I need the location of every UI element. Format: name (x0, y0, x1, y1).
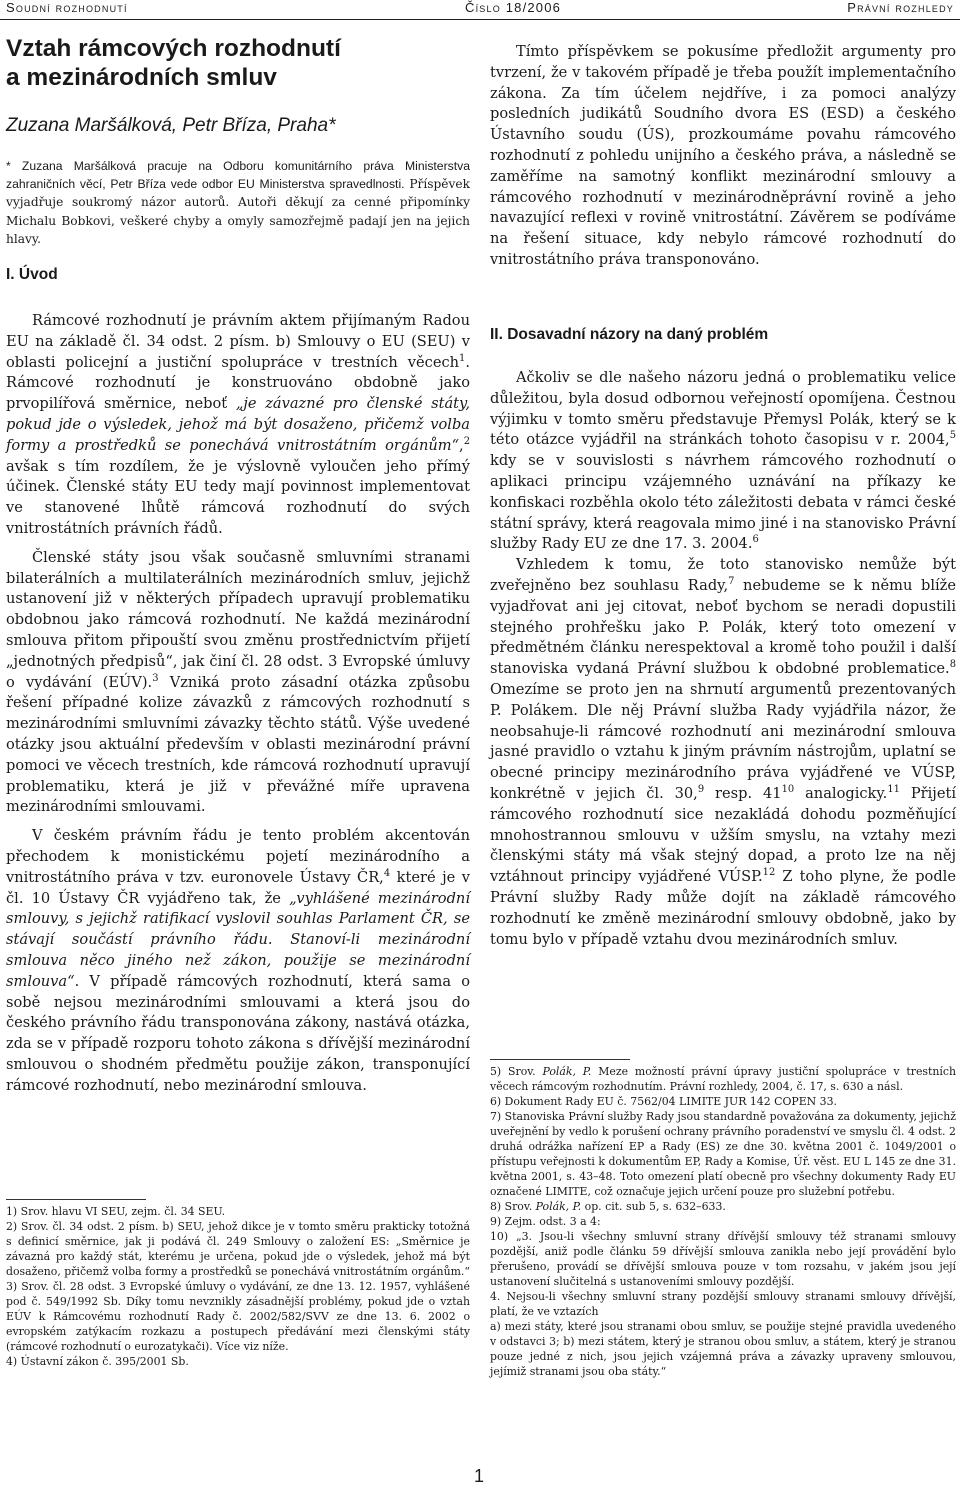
footnote: 9) Zejm. odst. 3 a 4: (490, 1215, 601, 1228)
section-heading-existing-views: II. Dosavadní názory na daný problém (490, 326, 769, 343)
quotation: „je závazné pro členské státy, pokud jde o výsledek, jehož má být dosaženo, přičemž volba formy a prostředků se ponechává vnitrostátním orgánům“ (6, 395, 470, 454)
header-section: Soudní rozhodnutí (6, 0, 128, 15)
article-title (6, 34, 476, 92)
paragraph: Ačkoliv se dle našeho názoru jedná o problematiku velice důležitou, byla dosud odbornou veřejností opomíjena. Čestnou výjimku v tomto směru představuje Přemysl Polák, který se k této otázce vyjádřil na stránkách tohoto časopisu v r. 2004,$^5$ kdy se v souvislosti s návrhem rámcového rozhodnutí o aplikaci principu vzájemného uznávání na příkazy ke konfiskaci rozběhla okolo této záležitosti debata v rámci české státní správy, která reagovala mimo jiné i na stanovisko Právní služby Rady EU ze dne 17. 3. 2004.$^6$ (490, 369, 956, 553)
affiliation-text: * Zuzana Maršálková pracuje na Odboru komunitárního práva Ministerstva zahraničních věcí, Petr Bříza vede odbor EU Ministerstva spravedlnosti. (6, 159, 470, 192)
footnote: 1) Srov. hlavu VI SEU, zejm. čl. 34 SEU. (6, 1205, 226, 1218)
header-rule (0, 19, 960, 20)
paragraph: Tímto příspěvkem se pokusíme předložit argumenty pro tvrzení, že v takovém případě je třeba použít implementačního zákona. Za tím účelem nejdříve, i za pomoci analýzy posledních judikátů Soudního dvora ES (ESD) a českého Ústavního soudu (ÚS), prozkoumáme povahu rámcového rozhodnutí z pohledu unijního a českého práva, a následně se zaměříme na samotný konflikt mezinárodní smlouvy a rámcového rozhodnutí v mezinárodněprávní rovině a jeho navazující reflexi v rovině vnitrostátní. Závěrem se podíváme na řešení situace, kdy nebylo rámcové rozhodnutí do vnitrostátního práva transponováno. (490, 43, 956, 268)
title-line-2: a mezinárodních smluv (6, 64, 277, 91)
quotation: „vyhlášené mezinárodní smlouvy, s jejichž ratifikací vyslovil souhlas Parlament ČR, se stávají součástí právního řádu. Stanoví-li mezinárodní smlouva něco jiného než zákon, použije se mezinárodní smlouva“ (6, 889, 470, 990)
footnote-rule (490, 1059, 630, 1060)
footnote-ref: 4 (383, 867, 391, 879)
footnote-ref: 8 (949, 659, 956, 671)
footnote: 6) Dokument Rady EU č. 7562/04 LIMITE JUR 142 COPEN 33. (490, 1095, 837, 1108)
footnote: 4) Ústavní zákon č. 395/2001 Sb. (6, 1355, 189, 1368)
footnote: 7) Stanoviska Právní služby Rady jsou standardně považována za dokumenty, jejichž uveřejnění by vedlo k porušení ochrany právního poradenství ve smyslu čl. 4 odst. 2 druhá odrážka nařízení EP a Rady (ES) ze dne 30. května 2001 č. 1049/2001 o přístupu veřejnosti k dokumentům EP, Rady a Komise, Úř. věst. EU L 145 ze dne 31. května 2001, s. 43–48. Toto omezení platí obecně pro všechny dokumenty Rady EU označené LIMITE, což označuje jejich určení pouze pro služební potřebu. (490, 1110, 956, 1198)
acknowledgement-text: Příspěvek vyjadřuje soukromý názor autorů. Autoři děkují za cenné připomínky Michalu Bobkovi, veškeré chyby a omyly samozřejmě padají jen na jejich hlavy. (6, 177, 470, 246)
footnote-ref: 12 (762, 867, 776, 879)
footnote-ref: 5 (949, 430, 956, 442)
footnote-ref: 10 (781, 784, 795, 796)
running-header (0, 0, 960, 18)
footnote-ref: 6 (752, 534, 759, 546)
footnote-ref: 7 (728, 576, 735, 588)
footnote-ref: 1 (459, 352, 466, 364)
footnote: 2) Srov. čl. 34 odst. 2 písm. b) SEU, jehož dikce je v tomto směru prakticky totožná s definicí směrnice, jak ji podává čl. 249 Smlouvy o založení ES: „Směrnice je závazná pro každý stát, kterému je určena, pokud jde o výsledek, jehož má být dosaženo, přičemž volba formy a prostředků se ponechává vnitrostátním orgánům.“ (6, 1220, 470, 1278)
footnote-ref: 9 (697, 784, 705, 796)
header-issue: Číslo 18/2006 (465, 0, 562, 15)
footnotes-left (6, 1204, 470, 1369)
footnote: 8) Srov. Polák, P. op. cit. sub 5, s. 632–633. (490, 1200, 726, 1213)
intro-continuation (490, 42, 956, 271)
footnote-ref: 2 (463, 435, 470, 447)
paragraph: V českém právním řádu je tento problém akcentován přechodem k monistickému pojetí mezinárodního a vnitrostátního práva v tzv. euronovele Ústavy ČR,$^4$ které je v čl. 10 Ústavy ČR vyjádřeno tak, že „vyhlášené mezinárodní smlouvy, s jejichž ratifikací vyslovil souhlas Parlament ČR, se stávají součástí právního řádu. Stanoví-li mezinárodní smlouva něco jiného než zákon, použije se mezinárodní smlouva“. V případě rámcových rozhodnutí, která sama o sobě nejsou mezinárodními smlouvami a která jsou do českého právního řádu transponována zákony, nastává otázka, zda se v případě rozporu tohoto zákona s dřívější mezinárodní smlouvou o shodném předmětu použije zákon, transponující rámcové rozhodnutí, nebo mezinárodní smlouva. (6, 827, 470, 1094)
footnote-rule (6, 1199, 146, 1200)
article-authors: Zuzana Maršálková, Petr Bříza, Praha* (6, 115, 336, 136)
header-journal: Právní rozhledy (847, 0, 954, 15)
footnote: 10) „3. Jsou-li všechny smluvní strany dřívější smlouvy též stranami smlouvy pozdější, aniž podle článku 59 dřívější smlouva zanikla nebo její provádění bylo přerušeno, provádí se dřívější smlouva pouze v tom rozsahu, v jakém jsou její ustanovení slučitelná s ustanoveními smlouvy pozdější. (490, 1230, 956, 1288)
footnote: 4. Nejsou-li všechny smluvní strany pozdější smlouvy stranami smlouvy dřívější, platí, že ve vztazích (490, 1290, 956, 1318)
page-number: 1 (474, 1466, 485, 1486)
section-existing-views-body (490, 368, 956, 950)
footnote-ref: 11 (887, 784, 900, 796)
section-intro-body (6, 311, 470, 1096)
footnote-ref: 3 (152, 672, 159, 684)
paragraph: Vzhledem k tomu, že toto stanovisko nemůže být zveřejněno bez souhlasu Rady,$^7$ nebudeme se k němu blíže vyjadřovat ani jej citovat, neboť bychom se neradi dopustili stejného prohřešku jako P. Polák, který toto omezení v předmětném článku nerespektoval a kromě toho použil i další stanoviska vydaná Právní službou k obdobné problematice.$^8$ Omezíme se proto jen na shrnutí argumentů prezentovaných P. Polákem. Dle něj Právní služba Rady vyjádřila názor, že neobsahuje-li rámcové rozhodnutí ani mezinárodní smlouva jasné pravidlo o vztahu k jiným právním nástrojům, uplatní se obecné principy mezinárodního práva vyjádřené ve VÚSP, konkrétně v jejich čl. 30,$^9$ resp. $41^{10}$ analogicky.$^{11}$ Přijetí rámcového rozhodnutí sice nezakládá dohodu pozměňující mnohostrannou smlouvu v užším smyslu, na vztahy mezi členskými státy má však stejný dopad, a proto lze na něj vztáhnout principy vyjádřené VÚSP.$^{12}$ Z toho plyne, že podle Právní služby Rady může dojít na základě rámcového rozhodnutí ke změně mezinárodní smlouvy obdobně, jako by tomu bylo v případě vztahu dvou mezinárodních smluv. (490, 556, 957, 948)
title-line-1: Vztah rámcových rozhodnutí (6, 35, 341, 62)
footnote: 3) Srov. čl. 28 odst. 3 Evropské úmluvy o vydávání, ze dne 13. 12. 1957, vyhlášené pod č. 549/1992 Sb. Díky tomu nevznikly zásadnější problémy, pokud jde o vztah EÚV k Rámcovému rozhodnutí Rady č. 2002/582/SVV ze dne 13. 6. 2002 o evropském zatýkacím rozkazu a postupech předávání mezi členskými státy (rámcové rozhodnutí o eurozatykači). Více viz níže. (6, 1280, 470, 1353)
paragraph: Rámcové rozhodnutí je právním aktem přijímaným Radou EU na základě čl. 34 odst. 2 písm. b) Smlouvy o EU (SEU) v oblasti policejní a justiční spolupráce v trestních věcech$^1$. Rámcové rozhodnutí je konstruováno obdobně jako prvopilířová směrnice, neboť „je závazné pro členské státy, pokud jde o výsledek, jehož má být dosaženo, přičemž volba formy a prostředků se ponechává vnitrostátním orgánům“,$^2$ avšak s tím rozdílem, že je výslovně vyloučen jeho přímý účinek. Členské státy EU tedy mají povinnost implementovat ve stanovené lhůtě rámcová rozhodnutí do svých vnitrostátních právních řádů. (6, 312, 470, 537)
footnote: 5) Srov. Polák, P. Meze možností právní úpravy justiční spolupráce v trestních věcech rámcovým rozhodnutím. Právní rozhledy, 2004, č. 17, s. 630 a násl. (490, 1065, 956, 1093)
footnote: a) mezi státy, které jsou stranami obou smluv, se použije stejné pravidla uvedeného v odstavci 3; b) mezi státem, který je stranou obou smluv, a státem, který je stranou pouze jedné z nich, jsou jejich vzájemná práva a závazky upraveny smlouvou, jejímiž stranami jsou oba státy.“ (490, 1320, 956, 1378)
paragraph: Členské státy jsou však současně smluvními stranami bilaterálních a multilaterálních mezinárodních smluv, jejichž ustanovení již v některých případech upravují problematiku obdobnou jako rámcová rozhodnutí. Ne každá mezinárodní smlouva přitom připouští svou změnu prostřednictvím přijetí „jednotných předpisů“, jak činí čl. 28 odst. 3 Evropské úmluvy o vydávání (EÚV).$^3$ Vzniká proto zásadní otázka způsobu řešení případné kolize závazků z rámcových rozhodnutí s mezinárodními smluvními závazky těchto států. Výše uvedené otázky jsou aktuální především v oblasti mezinárodní právní pomoci ve věcech trestních, kde rámcová rozhodnutí upravují problematiku, která je již v převážné míře upravena mezinárodními smlouvami. (6, 548, 470, 816)
section-heading-intro: I. Úvod (6, 266, 58, 283)
author-affiliation (6, 157, 470, 248)
footnotes-right (490, 1064, 956, 1379)
